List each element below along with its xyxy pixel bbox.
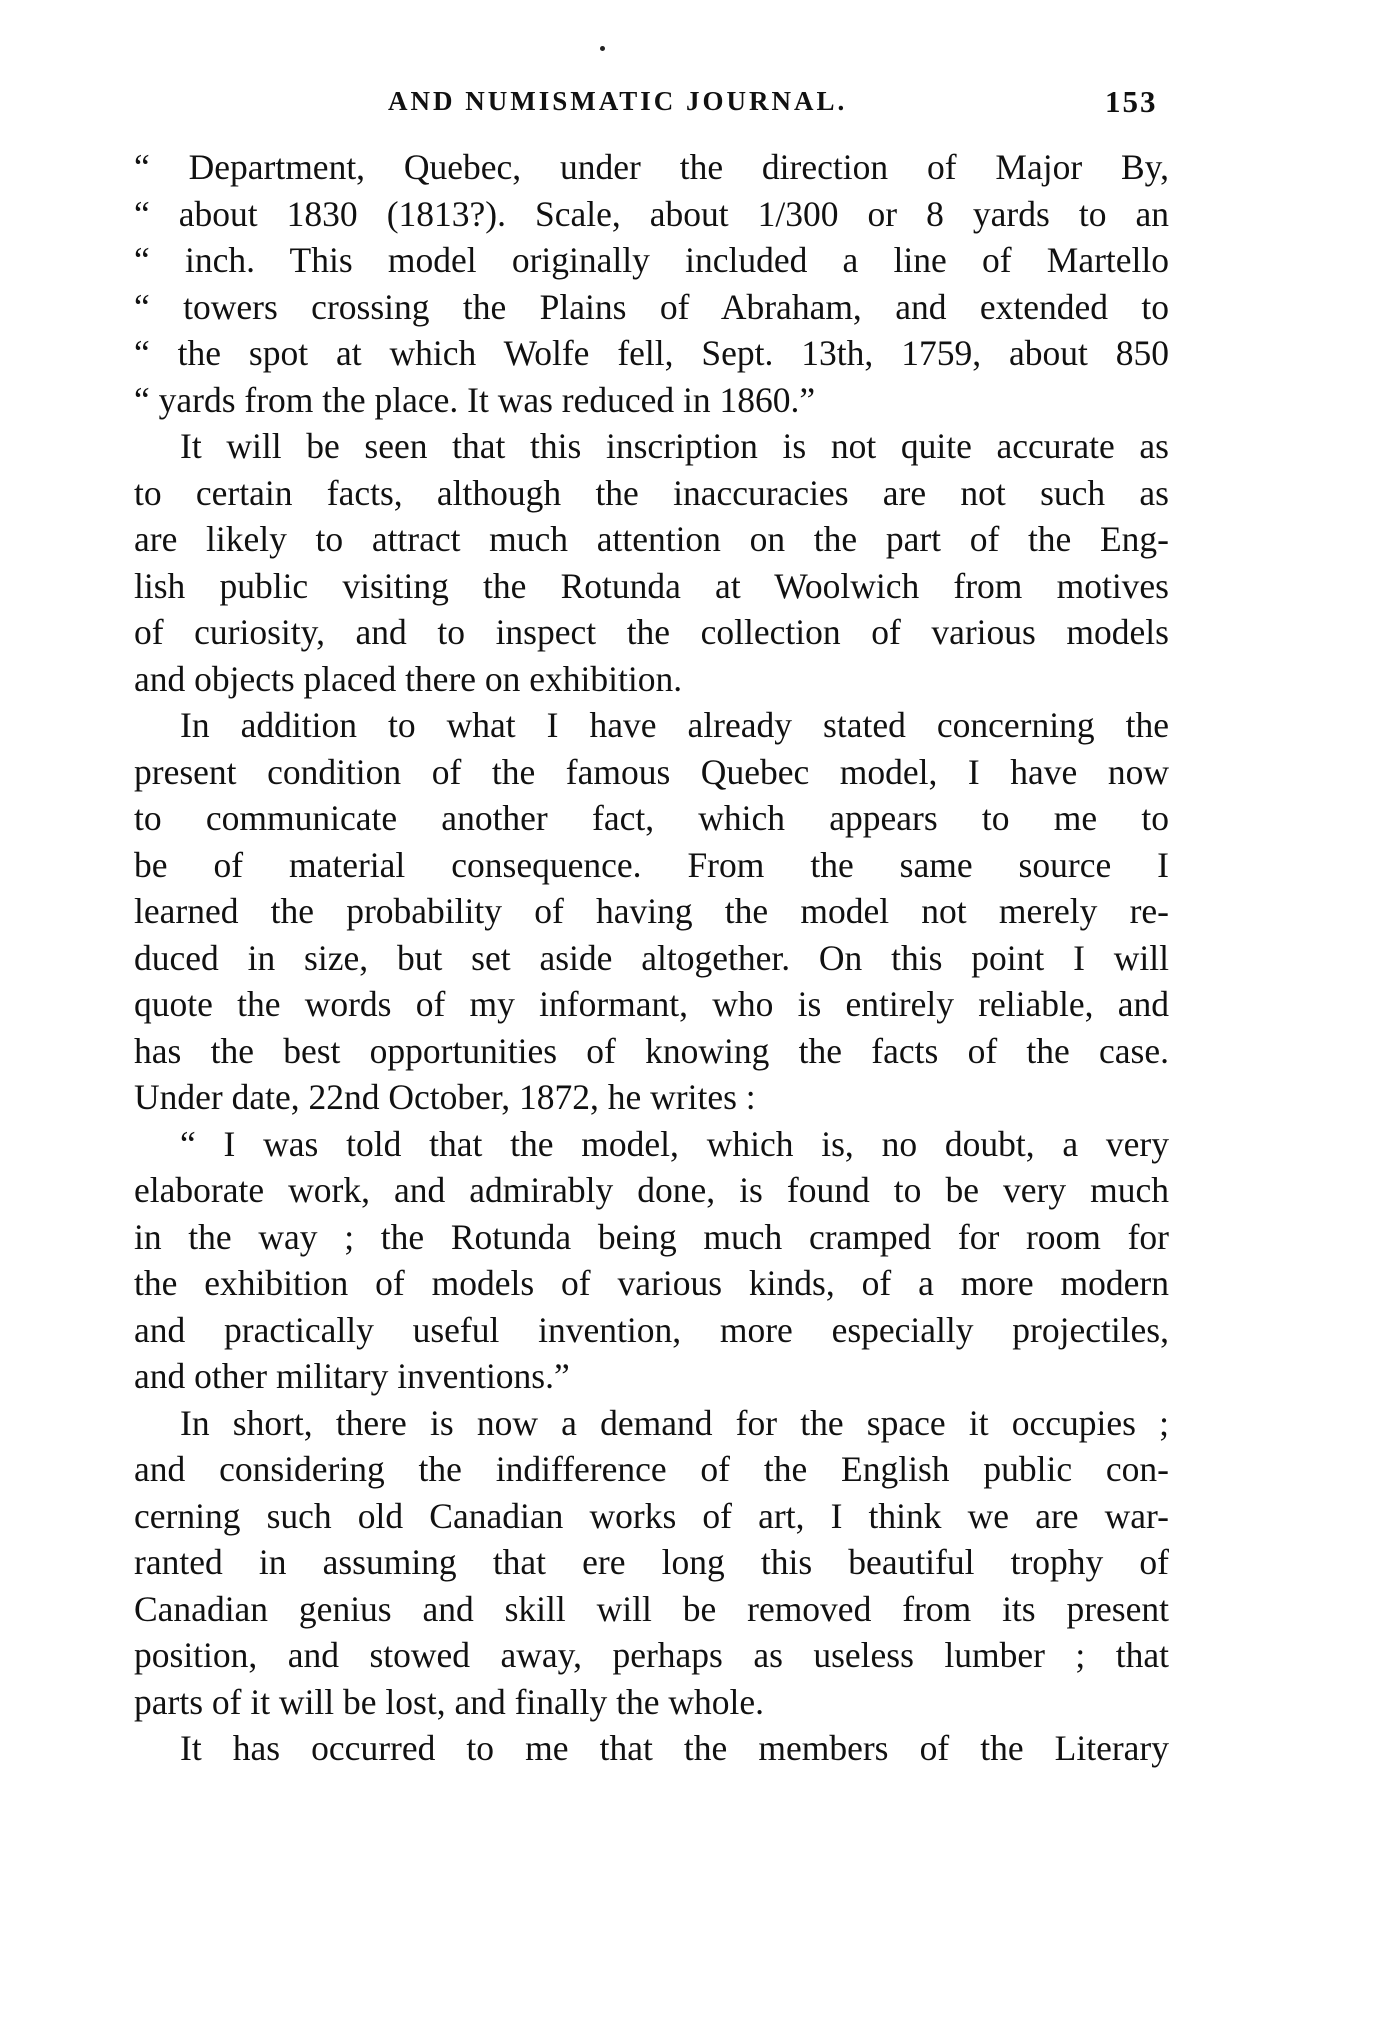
text-line: and objects placed there on exhibition. <box>134 658 683 699</box>
text-line: elaborate work, and admirably done, is found to be very much <box>134 1170 1169 1210</box>
text-line: Canadian genius and skill will be removed from its present <box>134 1588 1169 1629</box>
text-line: learned the probability of having the model not merely re- <box>134 891 1169 931</box>
text-line: lish public visiting the Rotunda at Woolwich from motives <box>134 565 1169 606</box>
text-line: present condition of the famous Quebec model, I have now <box>134 751 1169 792</box>
text-line: “ about 1830 (1813?). Scale, about 1/300 or 8 yards to an <box>134 193 1169 234</box>
paragraph-quote-inscription <box>134 144 1169 423</box>
text-line: ranted in assuming that ere long this beautiful trophy of <box>134 1542 1169 1582</box>
text-line: and other military inventions.” <box>134 1356 570 1396</box>
text-line: to communicate another fact, which appears to me to <box>134 798 1169 838</box>
text-line: “ the spot at which Wolfe fell, Sept. 13th, 1759, about 850 <box>134 333 1169 373</box>
running-head: AND NUMISMATIC JOURNAL. <box>388 86 848 116</box>
text-line: In addition to what I have already stated concerning the <box>180 705 1169 745</box>
paragraph <box>134 423 1169 702</box>
text-line: “ inch. This model originally included a line of Martello <box>134 240 1169 280</box>
text-line: “ Department, Quebec, under the direction of Major By, <box>134 147 1169 187</box>
text-line: In short, there is now a demand for the space it occupies ; <box>180 1402 1169 1443</box>
text-line: and considering the indifference of the English public con- <box>134 1449 1169 1489</box>
text-line: in the way ; the Rotunda being much cramped for room for <box>134 1216 1169 1257</box>
ink-dot <box>600 46 605 51</box>
text-line: It will be seen that this inscription is not quite accurate as <box>180 426 1169 466</box>
text-line: “ I was told that the model, which is, no doubt, a very <box>180 1123 1169 1164</box>
text-line: and practically useful invention, more especially projectiles, <box>134 1309 1169 1350</box>
text-line: “ yards from the place. It was reduced in 1860.” <box>134 379 816 420</box>
text-line: to certain facts, although the inaccuracies are not such as <box>134 472 1169 513</box>
text-line: duced in size, but set aside altogether. On this point I will <box>134 937 1169 978</box>
paragraph <box>134 1400 1169 1726</box>
text-line: the exhibition of models of various kinds, of a more modern <box>134 1263 1169 1303</box>
text-line: be of material consequence. From the same source I <box>134 844 1169 885</box>
paragraph-quote-letter <box>134 1121 1169 1400</box>
page-number: 153 <box>1105 84 1158 119</box>
text-line: position, and stowed away, perhaps as useless lumber ; that <box>134 1635 1169 1675</box>
text-line: It has occurred to me that the members of the Literary <box>180 1728 1169 1768</box>
paragraph <box>134 702 1169 1121</box>
text-line: parts of it will be lost, and finally the whole. <box>134 1681 765 1722</box>
text-line: are likely to attract much attention on the part of the Eng- <box>134 519 1169 559</box>
text-line: cerning such old Canadian works of art, I think we are war- <box>134 1495 1169 1536</box>
text-line: “ towers crossing the Plains of Abraham, and extended to <box>134 286 1169 327</box>
text-line: has the best opportunities of knowing the facts of the case. <box>134 1030 1169 1071</box>
paragraph <box>134 1725 1169 1772</box>
text-line: quote the words of my informant, who is entirely reliable, and <box>134 984 1169 1024</box>
text-line: Under date, 22nd October, 1872, he writes : <box>134 1077 756 1117</box>
body-text <box>134 144 1169 1772</box>
text-line: of curiosity, and to inspect the collection of various models <box>134 612 1169 652</box>
